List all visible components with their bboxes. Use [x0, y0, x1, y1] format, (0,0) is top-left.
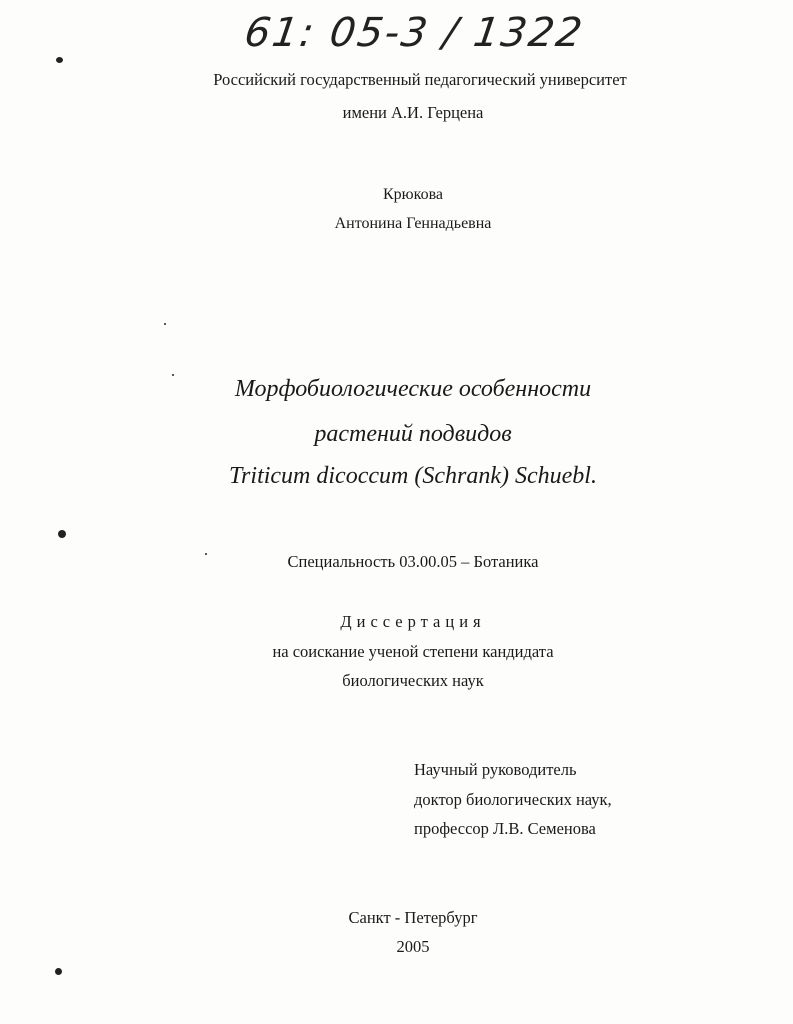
university-name-line2: имени А.И. Герцена: [342, 103, 484, 122]
supervisor-degree: доктор биологических наук,: [414, 790, 612, 809]
thesis-title-line1: Морфобиологические особенности: [234, 376, 592, 402]
scan-speck: [56, 57, 63, 63]
university-name: Российский государственный педагогический университет: [213, 70, 627, 89]
thesis-title-line2: растений подвидов: [314, 421, 512, 447]
scan-speck: [205, 553, 207, 555]
handwritten-shelf-mark: 61: 05-3 / 1322: [241, 10, 587, 56]
publication-place: Санкт - Петербург: [348, 908, 478, 927]
scan-speck: [172, 374, 174, 376]
dissertation-heading: Диссертация: [340, 612, 486, 631]
dissertation-degree-line1: на соискание ученой степени кандидата: [272, 642, 554, 661]
supervisor-name: профессор Л.В. Семенова: [414, 819, 596, 838]
thesis-title-line3: Triticum dicoccum (Schrank) Schuebl.: [229, 463, 597, 489]
publication-year: 2005: [396, 937, 430, 956]
scan-speck: [58, 530, 66, 538]
scan-speck: [164, 323, 166, 325]
author-surname: Крюкова: [382, 186, 444, 203]
author-given-names: Антонина Геннадьевна: [334, 215, 492, 232]
dissertation-degree-line2: биологических наук: [342, 671, 484, 690]
scan-speck: [55, 968, 62, 975]
specialty: Специальность 03.00.05 – Ботаника: [287, 552, 539, 571]
supervisor-label: Научный руководитель: [414, 760, 577, 779]
